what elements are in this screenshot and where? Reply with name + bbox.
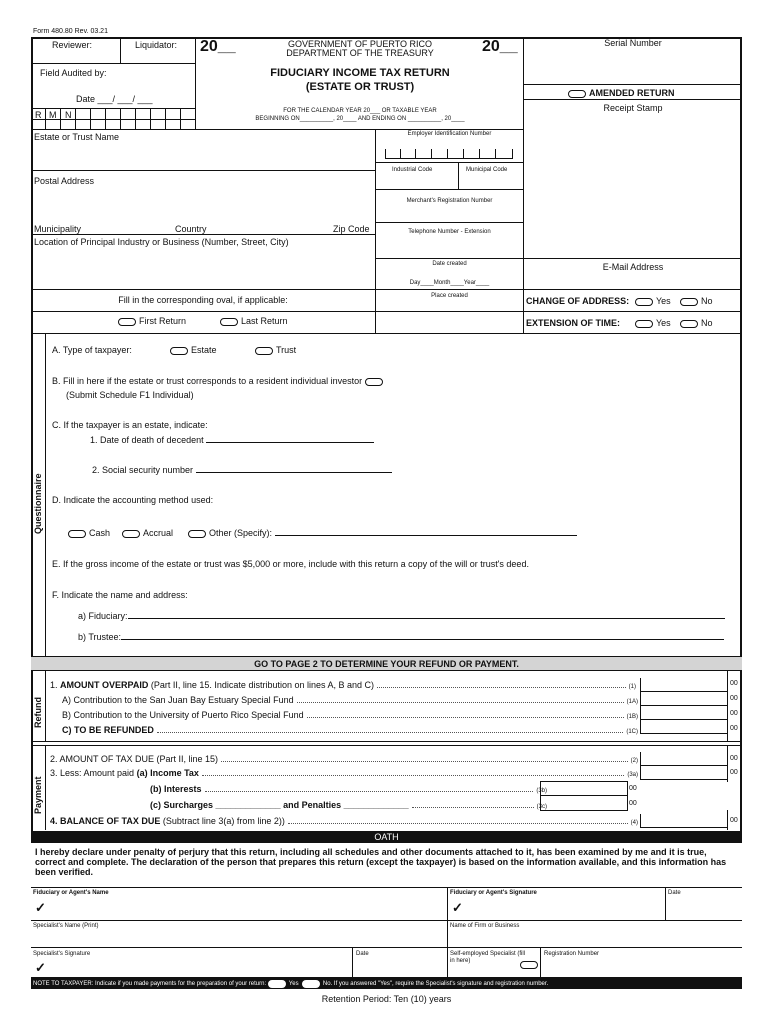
first-return-oval	[118, 318, 136, 326]
goto-page2-banner: GO TO PAGE 2 TO DETERMINE YOUR REFUND OR PAYMENT.	[31, 656, 742, 671]
line-3a-income-tax: 3. Less: Amount paid (a) Income Tax (3a)	[50, 768, 638, 778]
change-address-yes-oval	[635, 298, 653, 306]
field-audited-label: Field Audited by:	[40, 68, 107, 78]
line-3b-interests: (b) Interests (3b)	[150, 784, 547, 794]
retention-period: Retention Period: Ten (10) years	[321, 994, 452, 1004]
location-label: Location of Principal Industry or Business (Number, Street, City)	[34, 237, 289, 247]
note-to-taxpayer: NOTE TO TAXPAYER: Indicate if you made payments for the preparation of your return: Yes No. If you answered "Yes", require the Specialist's signature and registration number.	[31, 977, 742, 989]
form-subtitle: (ESTATE OR TRUST)	[305, 81, 415, 93]
country-label: Country	[175, 224, 207, 234]
rmn-n: N	[65, 110, 72, 120]
date-created-label: Date created	[432, 261, 467, 267]
dept-label: DEPARTMENT OF THE TREASURY	[286, 48, 434, 58]
cents-4: 00	[730, 817, 738, 824]
date-of-death[interactable]: 1. Date of death of decedent	[90, 435, 374, 445]
oath-text: I hereby declare under penalty of perjury that this return, including all schedules and other documents attached to it, has been examined by me and it is true, correct and complete. The declaration of the person that prepares this return (except the taxpayer) is based on the information available, and this information has been verified.	[35, 847, 727, 877]
amount-1c-input[interactable]	[640, 720, 728, 734]
question-c: C. If the taxpayer is an estate, indicate:	[52, 420, 208, 430]
year-prefix-right: 20__	[482, 38, 518, 55]
specialist-date-label: Date	[356, 951, 369, 957]
telephone-label: Telephone Number - Extension	[408, 229, 491, 235]
trust-option[interactable]: Trust	[255, 345, 296, 355]
gov-label: GOVERNMENT OF PUERTO RICO	[287, 39, 433, 49]
cents-1a: 00	[730, 695, 738, 702]
registration-number-label: Registration Number	[544, 951, 600, 957]
fiduciary-date-label: Date	[668, 890, 681, 896]
line-1c-to-be-refunded: C) TO BE REFUNDED (1C)	[62, 725, 638, 735]
ein-label: Employer Identification Number	[407, 131, 492, 137]
extension-yes-oval	[635, 320, 653, 328]
self-employed-option[interactable]	[520, 960, 541, 969]
taxable-period: BEGINNING ON__________, 20____ AND ENDING ON __________, 20____	[255, 116, 465, 122]
ssn-field[interactable]: 2. Social security number	[92, 465, 392, 475]
question-a: A. Type of taxpayer:	[52, 345, 132, 355]
serial-number-label: Serial Number	[604, 38, 662, 48]
change-address-no-oval	[680, 298, 698, 306]
self-employed-oval	[520, 961, 538, 969]
refund-label: Refund	[33, 697, 43, 728]
other-oval	[188, 530, 206, 538]
amount-3c-input[interactable]	[540, 796, 628, 811]
trust-oval	[255, 347, 273, 355]
payment-label: Payment	[33, 776, 43, 814]
municipality-label: Municipality	[34, 224, 82, 234]
line-1a-estuary: A) Contribution to the San Juan Bay Estuary Special Fund (1A)	[62, 695, 638, 705]
check-icon: ✓	[35, 900, 46, 915]
form-title: FIDUCIARY INCOME TAX RETURN	[270, 67, 450, 79]
change-address-no[interactable]: No	[680, 296, 713, 306]
firm-name-label: Name of Firm or Business	[450, 923, 520, 929]
amount-1a-input[interactable]	[640, 692, 728, 706]
amount-3b-input[interactable]	[540, 781, 628, 796]
industrial-code-label: Industrial Code	[392, 167, 433, 173]
amount-2-input[interactable]	[640, 752, 728, 766]
cents-1: 00	[730, 680, 738, 687]
trustee-field[interactable]: b) Trustee:	[78, 632, 724, 642]
year-prefix-left: 20__	[200, 38, 236, 55]
fiduciary-name-label: Fiduciary or Agent's Name	[33, 890, 109, 896]
cents-2: 00	[730, 755, 738, 762]
reviewer-label: Reviewer:	[52, 40, 93, 50]
amount-1-input[interactable]	[640, 678, 728, 692]
amount-4-input[interactable]	[640, 814, 728, 828]
specialist-signature-label: Specialist's Signature	[33, 951, 91, 957]
estate-option[interactable]: Estate	[170, 345, 217, 355]
resident-investor-oval	[365, 378, 383, 386]
first-return-option[interactable]: First Return	[118, 316, 186, 326]
zip-code-label: Zip Code	[333, 224, 370, 234]
change-address-yes[interactable]: Yes	[635, 296, 671, 306]
question-e: E. If the gross income of the estate or trust was $5,000 or more, include with this return a copy of the will or trust's deed.	[52, 559, 529, 569]
line-1b-university: B) Contribution to the University of Puerto Rico Special Fund (1B)	[62, 710, 638, 720]
specialist-name-label: Specialist's Name (Print)	[33, 923, 99, 929]
rmn-r: R	[35, 110, 42, 120]
question-b-note: (Submit Schedule F1 Individual)	[66, 390, 194, 400]
question-f: F. Indicate the name and address:	[52, 590, 188, 600]
last-return-oval	[220, 318, 238, 326]
line-1-amount-overpaid: 1. AMOUNT OVERPAID (Part II, line 15. Indicate distribution on lines A, B and C) (1)	[50, 680, 636, 690]
cash-oval	[68, 530, 86, 538]
note-yes-oval[interactable]	[268, 980, 286, 988]
fiduciary-signature-label: Fiduciary or Agent's Signature	[450, 890, 537, 896]
date-audited: Date ___/ ___/ ___	[76, 94, 153, 104]
ein-input[interactable]	[385, 149, 513, 159]
line-4-balance-due: 4. BALANCE OF TAX DUE (Subtract line 3(a) from line 2)) (4)	[50, 816, 638, 826]
line-3c-surcharges: (c) Surcharges _____________ and Penalties _____________ (3c)	[150, 800, 547, 810]
place-created-label: Place created	[431, 293, 468, 299]
cents-1b: 00	[730, 710, 738, 717]
amount-3a-input[interactable]	[640, 766, 728, 780]
date-created-parts: Day____Month____Year____	[409, 280, 490, 286]
extension-yes[interactable]: Yes	[635, 318, 671, 328]
accrual-oval	[122, 530, 140, 538]
note-no-oval[interactable]	[302, 980, 320, 988]
receipt-stamp-label: Receipt Stamp	[603, 103, 663, 113]
oath-title: OATH	[31, 831, 742, 843]
question-b[interactable]: B. Fill in here if the estate or trust corresponds to a resident individual investor	[52, 376, 386, 386]
email-label: E-Mail Address	[602, 262, 664, 272]
change-address-label: CHANGE OF ADDRESS:	[526, 296, 630, 306]
accrual-option[interactable]: Accrual	[122, 528, 173, 538]
question-d: D. Indicate the accounting method used:	[52, 495, 214, 505]
check-icon: ✓	[452, 900, 463, 915]
other-option[interactable]: Other (Specify):	[188, 528, 577, 538]
extension-no-oval	[680, 320, 698, 328]
amended-oval	[568, 90, 586, 98]
check-icon: ✓	[35, 960, 46, 975]
cents-3b: 00	[629, 785, 637, 792]
extension-no[interactable]: No	[680, 318, 713, 328]
postal-address-label: Postal Address	[34, 176, 95, 186]
cents-1c: 00	[730, 725, 738, 732]
self-employed-label: Self-employed Specialist (fill in here)	[450, 951, 526, 964]
merchant-label: Merchant's Registration Number	[406, 198, 493, 204]
amended-return[interactable]: AMENDED RETURN	[568, 88, 675, 98]
fill-oval-instruction: Fill in the corresponding oval, if applicable:	[118, 295, 288, 305]
questionnaire-label: Questionnaire	[33, 473, 43, 534]
liquidator-label: Liquidator:	[135, 40, 178, 50]
rmn-m: M	[49, 110, 57, 120]
cash-option[interactable]: Cash	[68, 528, 110, 538]
amount-1b-input[interactable]	[640, 706, 728, 720]
extension-label: EXTENSION OF TIME:	[526, 318, 621, 328]
cents-3a: 00	[730, 769, 738, 776]
form-id: Form 480.80 Rev. 03.21	[33, 28, 108, 35]
fiduciary-field[interactable]: a) Fiduciary:	[78, 611, 725, 621]
last-return-option[interactable]: Last Return	[220, 316, 288, 326]
calendar-year: FOR THE CALENDAR YEAR 20___ OR TAXABLE YEAR	[283, 108, 437, 114]
estate-oval	[170, 347, 188, 355]
cents-3c: 00	[629, 800, 637, 807]
estate-name-label: Estate or Trust Name	[34, 132, 120, 142]
line-2-tax-due: 2. AMOUNT OF TAX DUE (Part II, line 15) (2)	[50, 754, 638, 764]
municipal-code-label: Municipal Code	[466, 167, 508, 173]
